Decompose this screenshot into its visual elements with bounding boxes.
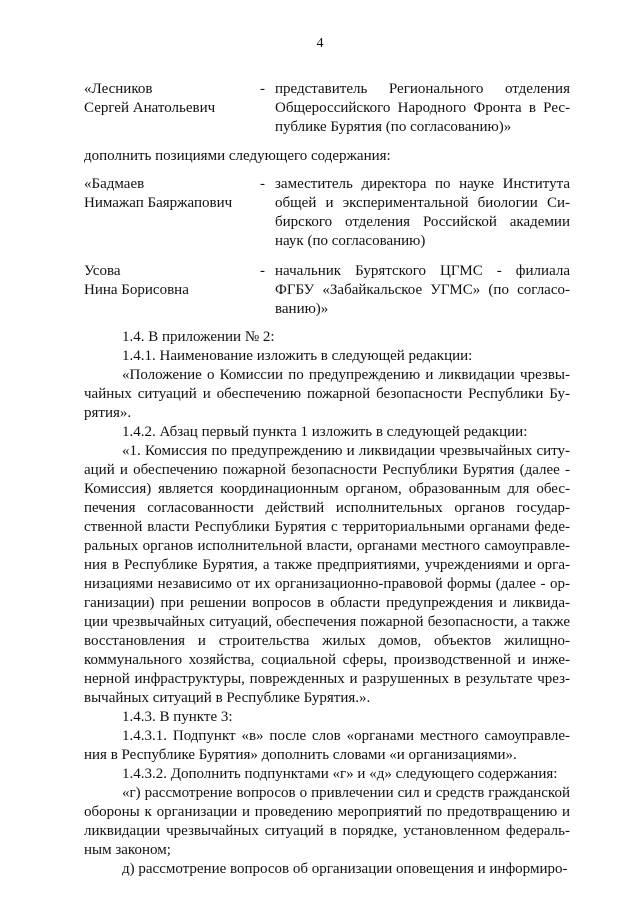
paragraph-line: чайных ситуаций и обеспечению пожарной безопасности Республики Бу-: [84, 386, 570, 402]
member-name: [84, 80, 249, 118]
paragraph-line: 1.4. В приложении № 2:: [122, 329, 275, 345]
paragraph-line: ции чрезвычайных ситуаций, обеспечения пожарной безопасности, а также: [84, 614, 570, 630]
paragraph-line: восстановления и строительства жилых домов, объектов жилищно-: [84, 633, 570, 649]
member-name-line: Сергей Анатольевич: [84, 100, 216, 116]
position-line: заместитель директора по науке Института: [275, 176, 570, 192]
member-name-line: «Лесников: [84, 81, 153, 97]
position-line: представитель Регионального отделения: [275, 81, 570, 97]
paragraph-line: «Положение о Комиссии по предупреждению и ликвидации чрезвы-: [122, 367, 570, 383]
paragraph-line: д) рассмотрение вопросов об организации оповещения и информиро-: [122, 861, 568, 877]
member-name: [84, 262, 249, 300]
page-number: 4: [316, 36, 324, 51]
paragraph-line: 1.4.3. В пункте 3:: [122, 709, 233, 725]
member-name-line: Усова: [84, 263, 121, 279]
paragraph-line: рятия».: [84, 405, 132, 421]
paragraph-line: ным законом;: [84, 842, 171, 858]
paragraph-line: вычайных ситуаций в Республике Бурятия.».: [84, 690, 371, 706]
paragraph-line: нерной инфраструктуры, поврежденных и разрушенных в результате чрез-: [84, 671, 570, 687]
paragraph-line: 1.4.2. Абзац первый пункта 1 изложить в следующей редакции:: [122, 424, 528, 440]
member-name: [84, 175, 249, 213]
paragraph-line: аций и обеспечению пожарной безопасности Республики Бурятия (далее -: [84, 462, 570, 478]
paragraph-line: ральных органов исполнительной власти, органами местного самоуправле-: [84, 538, 570, 554]
paragraph-line: 1.4.3.1. Подпункт «в» после слов «органами местного самоуправле-: [122, 728, 570, 744]
document-body: [84, 328, 570, 879]
position-line: ФГБУ «Забайкальское УГМС» (по согласо-: [275, 282, 570, 298]
paragraph-line: ликвидации чрезвычайных ситуаций в порядке, установленном федераль-: [84, 823, 570, 839]
member-name-line: Нина Борисовна: [84, 282, 189, 298]
paragraph-line: «1. Комиссия по предупреждению и ликвидации чрезвычайных ситу-: [122, 443, 570, 459]
position-line: публике Бурятия (по согласованию)»: [275, 119, 512, 135]
position-line: общей и экспериментальной биологии Си-: [275, 195, 570, 211]
member-dash: -: [260, 263, 265, 279]
position-line: ванию)»: [275, 301, 329, 317]
paragraph-line: Комиссия) является координационным органом, образованным для обес-: [84, 481, 570, 497]
position-line: начальник Бурятского ЦГМС - филиала: [275, 263, 570, 279]
paragraph-line: печения согласованности действий исполнительных органов государ-: [84, 500, 570, 516]
paragraph-line: низациями независимо от их организационно-правовой формы (далее - ор-: [84, 576, 570, 592]
paragraph-line: ственной власти Республики Бурятия с территориальными органами феде-: [84, 519, 570, 535]
supplement-line: дополнить позициями следующего содержания:: [84, 148, 391, 164]
paragraph-line: ния в Республике Бурятия» дополнить словами «и организациями».: [84, 747, 517, 763]
paragraph-line: «г) рассмотрение вопросов о привлечении сил и средств гражданской: [122, 785, 570, 801]
member-position: [275, 175, 570, 251]
member-position: [275, 80, 570, 137]
position-line: бирского отделения Российской академии: [275, 214, 570, 230]
paragraph-line: 1.4.1. Наименование изложить в следующей редакции:: [122, 348, 473, 364]
member-dash: -: [260, 81, 265, 97]
position-line: наук (по согласованию): [275, 233, 426, 249]
member-position: [275, 262, 570, 319]
paragraph-line: 1.4.3.2. Дополнить подпунктами «г» и «д» следующего содержания:: [122, 766, 558, 782]
member-dash: -: [260, 176, 265, 192]
paragraph-line: ния в Республике Бурятия, а также предприятиями, учреждениями и орга-: [84, 557, 570, 573]
member-name-line: «Бадмаев: [84, 176, 145, 192]
position-line: Общероссийского Народного Фронта в Рес-: [275, 100, 570, 116]
paragraph-line: коммунального хозяйства, социальной сферы, производственной и инже-: [84, 652, 570, 668]
paragraph-line: ганизации) при решении вопросов в области предупреждения и ликвида-: [84, 595, 570, 611]
paragraph-line: обороны к организации и проведению мероприятий по предотвращению и: [84, 804, 570, 820]
member-name-line: Нимажап Баяржапович: [84, 195, 233, 211]
